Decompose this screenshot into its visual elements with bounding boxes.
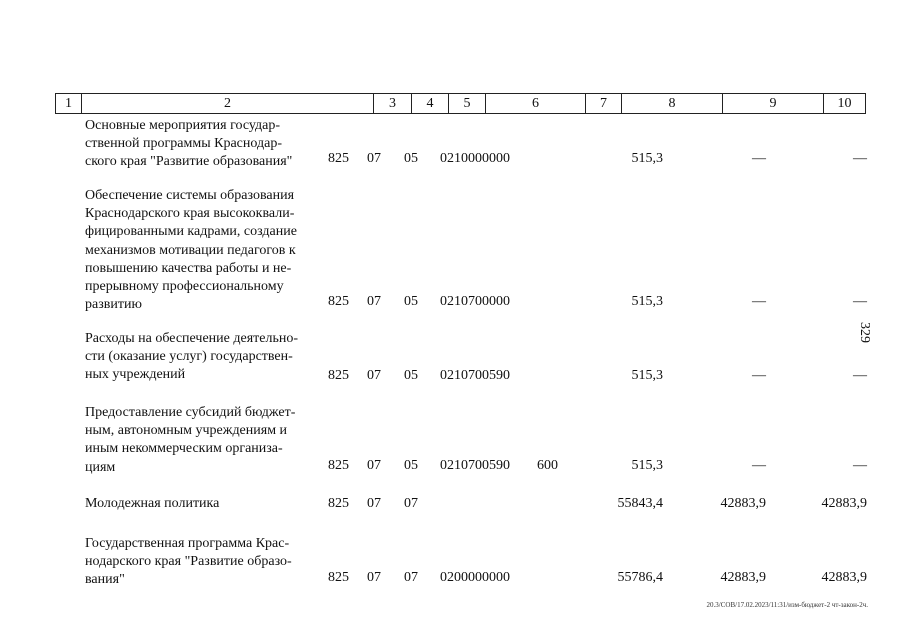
cell-amount-col9: — [752,368,766,383]
cell-section: 07 [367,458,381,473]
header-col-6: 6 [485,94,585,113]
row-description-line: ных учреждений [85,367,186,383]
cell-target-article: 0210000000 [440,151,510,166]
cell-amount-col10: — [853,151,867,166]
cell-amount-col9: — [752,151,766,166]
header-col-7: 7 [585,94,621,113]
cell-amount-col9: 42883,9 [720,496,766,511]
row-description-line: Расходы на обеспечение деятельно- [85,331,298,346]
cell-subsection: 05 [404,368,418,383]
row-description-line: нодарского края "Развитие образо- [85,554,292,570]
cell-ministry-code: 825 [328,294,349,309]
row-description-line: сти (оказание услуг) государствен- [85,349,293,365]
cell-subsection: 05 [404,294,418,309]
cell-amount-col8: 515,3 [631,151,663,166]
cell-target-article: 0210700000 [440,294,510,309]
cell-target-article: 0200000000 [440,570,510,585]
row-description-line: Обеспечение системы образования [85,188,295,203]
page-number: 329 [857,322,872,343]
cell-amount-col10: 42883,9 [821,496,867,511]
cell-subsection: 07 [404,496,418,511]
row-description [85,117,321,172]
header-col-10: 10 [823,94,865,113]
table-header-row [55,93,866,114]
row-description-line: иным некоммерческим организа- [85,441,283,457]
cell-ministry-code: 825 [328,368,349,383]
header-col-1: 1 [65,96,72,111]
cell-subsection: 05 [404,151,418,166]
cell-amount-col10: 42883,9 [821,570,867,585]
header-col-9: 9 [722,94,823,113]
cell-amount-col10: — [853,368,867,383]
cell-ministry-code: 825 [328,496,349,511]
cell-ministry-code: 825 [328,151,349,166]
row-description-line: Краснодарского края высококвали- [85,206,295,222]
row-description-line: прерывному профессиональному [85,279,284,295]
cell-amount-col8: 515,3 [631,368,663,383]
row-description-line: Основные мероприятия государ- [85,118,280,133]
cell-amount-col8: 55843,4 [617,496,663,511]
row-description-line: фицированными кадрами, создание [85,224,297,240]
row-description-line: вания" [85,572,125,588]
cell-section: 07 [367,570,381,585]
row-description-line: повышению качества работы и не- [85,260,292,276]
cell-ministry-code: 825 [328,458,349,473]
cell-amount-col9: — [752,294,766,309]
row-description-line: ным, автономным учреждениям и [85,423,288,439]
cell-subsection: 05 [404,458,418,473]
cell-amount-col10: — [853,294,867,309]
header-col-8: 8 [621,94,722,113]
cell-expense-type: 600 [537,458,558,473]
cell-section: 07 [367,496,381,511]
row-description-line: Молодежная политика [85,496,220,511]
row-description [85,495,321,513]
cell-target-article: 0210700590 [440,458,510,473]
header-col-4: 4 [411,94,448,113]
cell-section: 07 [367,294,381,309]
row-description-line: механизмов мотивации педагогов к [85,242,296,258]
cell-amount-col9: — [752,458,766,473]
cell-amount-col8: 55786,4 [617,570,663,585]
row-description [85,330,321,385]
cell-target-article: 0210700590 [440,368,510,383]
row-description-line: ственной программы Краснодар- [85,136,282,152]
row-description-line: циям [85,459,116,475]
row-description [85,187,321,314]
row-description-line: Государственная программа Крас- [85,536,290,551]
header-col-3: 3 [373,94,411,113]
footer-stamp: 20.3/СОВ/17.02.2023/11:31/изм-бюджет-2 чт-закон-2ч. [706,601,868,609]
header-col-5: 5 [448,94,485,113]
cell-section: 07 [367,151,381,166]
cell-amount-col9: 42883,9 [720,570,766,585]
row-description [85,535,321,590]
row-description [85,404,321,477]
cell-ministry-code: 825 [328,570,349,585]
header-col-2: 2 [81,94,373,113]
row-description-line: ского края "Развитие образования" [85,154,293,170]
row-description-line: Предоставление субсидий бюджет- [85,405,296,420]
cell-subsection: 07 [404,570,418,585]
cell-amount-col8: 515,3 [631,458,663,473]
cell-amount-col10: — [853,458,867,473]
cell-section: 07 [367,368,381,383]
row-description-line: развитию [85,297,142,313]
cell-amount-col8: 515,3 [631,294,663,309]
